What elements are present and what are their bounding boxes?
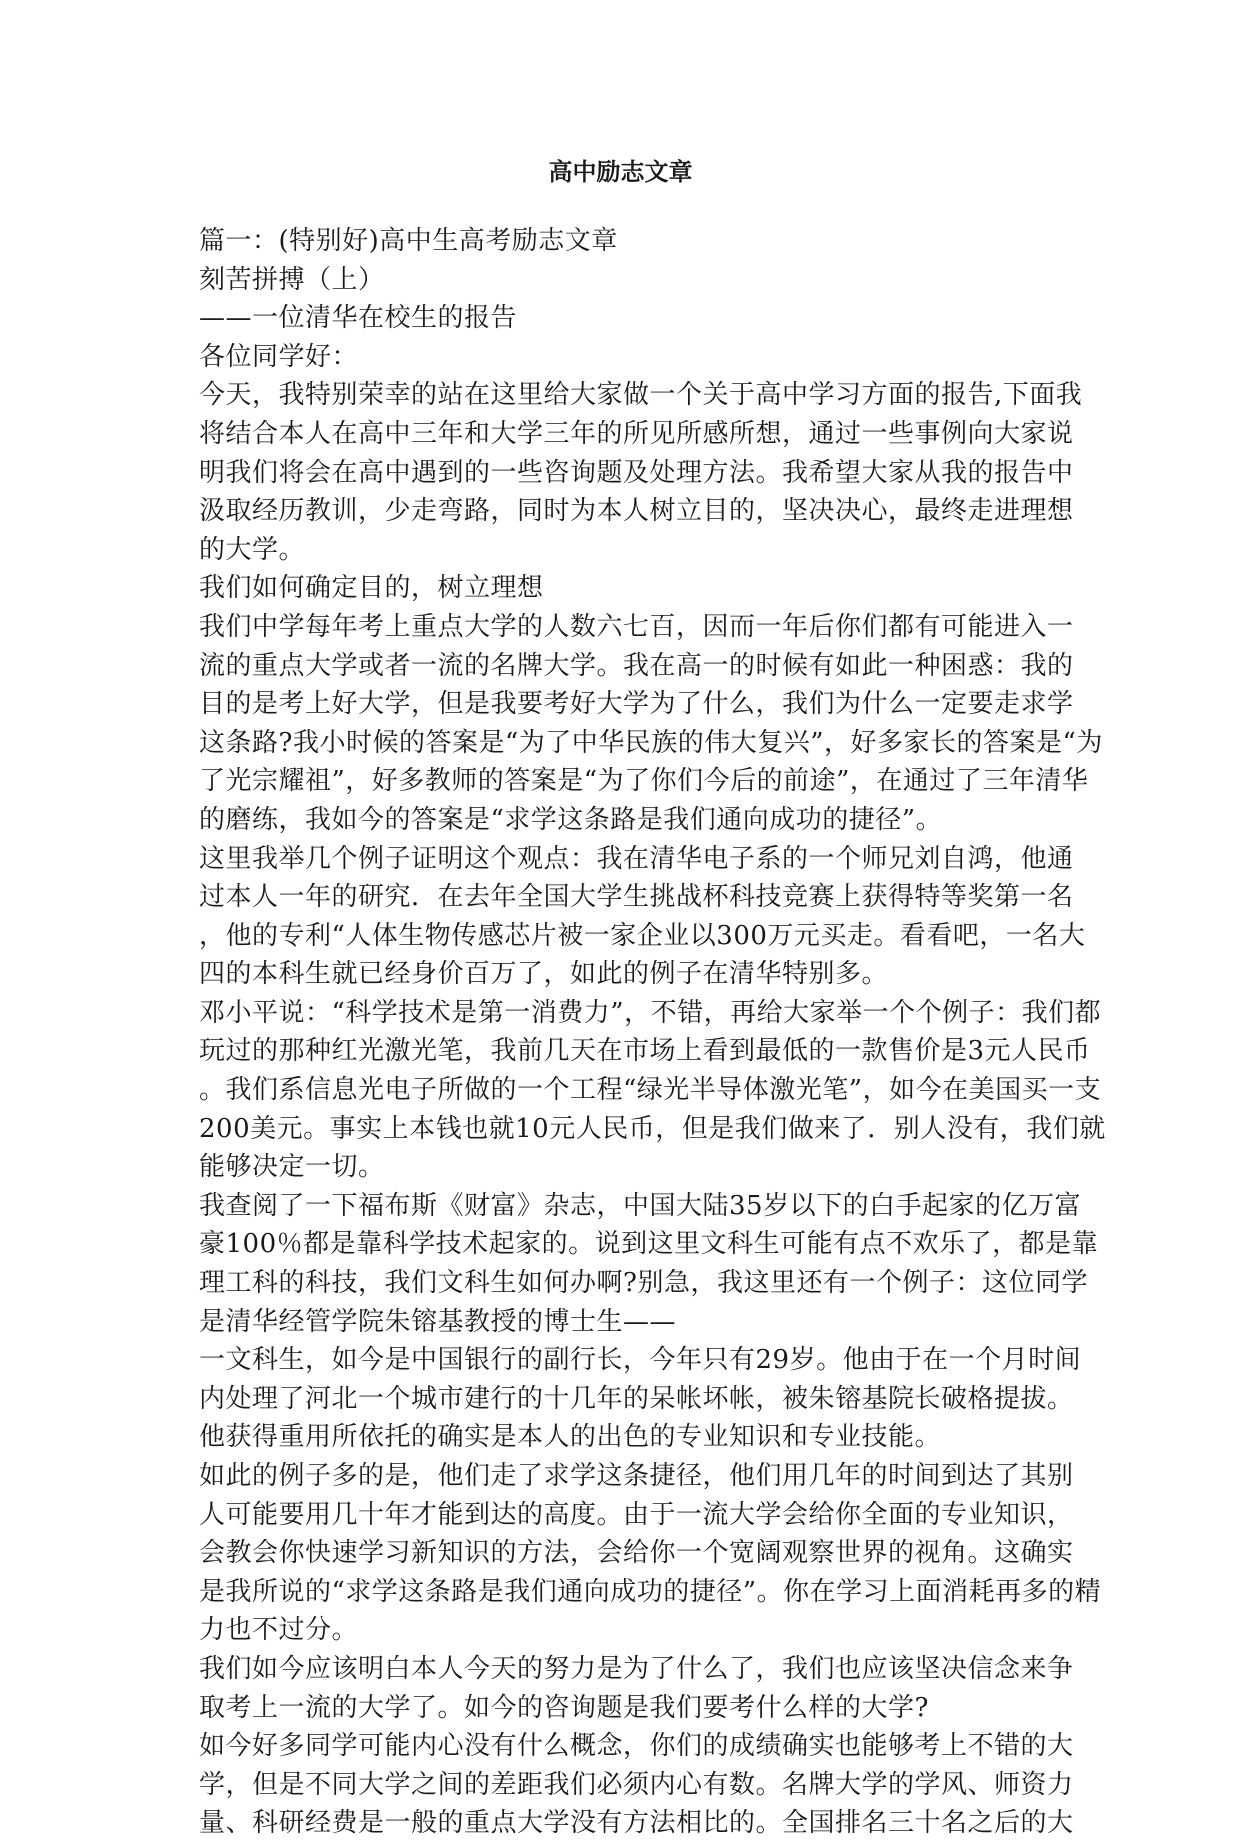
- text-line: 豪100％都是靠科学技术起家的。说到这里文科生可能有点不欢乐了，都是靠: [199, 1229, 1099, 1260]
- text-line: 。我们系信息光电子所做的一个工程“绿光半导体激光笔”，如今在美国买一支: [199, 1075, 1102, 1106]
- text-line: 是我所说的“求学这条路是我们通向成功的捷径”。你在学习上面消耗再多的精: [199, 1576, 1102, 1607]
- text-line: 取考上一流的大学了。如今的咨询题是我们要考什么样的大学?: [199, 1692, 929, 1723]
- text-line: 会教会你快速学习新知识的方法，会给你一个宽阔观察世界的视角。这确实: [199, 1538, 1074, 1569]
- text-line: 这里我举几个例子证明这个观点：我在清华电子系的一个师兄刘自鸿，他通: [199, 843, 1074, 874]
- text-line: 理工科的科技，我们文科生如何办啊?别急，我这里还有一个例子：这位同学: [199, 1268, 1088, 1299]
- text-line: 我查阅了一下福布斯《财富》杂志，中国大陆35岁以下的白手起家的亿万富: [199, 1190, 1082, 1221]
- text-line: 一文科生，如今是中国银行的副行长，今年只有29岁。他由于在一个月时间: [199, 1345, 1082, 1376]
- text-line: 今天，我特别荣幸的站在这里给大家做一个关于高中学习方面的报告,下面我: [199, 380, 1083, 411]
- text-line: 人可能要用几十年才能到达的高度。由于一流大学会给你全面的专业知识，: [199, 1499, 1074, 1530]
- text-line: 内处理了河北一个城市建行的十几年的呆帐坏帐，被朱镕基院长破格提拔。: [199, 1383, 1074, 1414]
- text-line: 力也不过分。: [199, 1615, 359, 1646]
- text-line: 玩过的那种红光激光笔，我前几天在市场上看到最低的一款售价是3元人民币: [199, 1036, 1091, 1067]
- text-line: 各位同学好：: [199, 341, 359, 372]
- text-line: 我们如今应该明白本人今天的努力是为了什么了，我们也应该坚决信念来争: [199, 1653, 1074, 1684]
- text-line: 的磨练，我如今的答案是“求学这条路是我们通向成功的捷径”。: [199, 804, 943, 835]
- text-line: 如今好多同学可能内心没有什么概念，你们的成绩确实也能够考上不错的大: [199, 1731, 1074, 1762]
- text-line: 是清华经管学院朱镕基教授的博士生——: [199, 1306, 677, 1337]
- document-body: [199, 222, 1106, 1843]
- text-line: 他获得重用所依托的确实是本人的出色的专业知识和专业技能。: [199, 1422, 942, 1453]
- text-line: 过本人一年的研究．在去年全国大学生挑战杯科技竞赛上获得特等奖第一名: [199, 882, 1074, 913]
- text-line: 汲取经历教训，少走弯路，同时为本人树立目的，坚决决心，最终走进理想: [199, 496, 1074, 527]
- text-line: 流的重点大学或者一流的名牌大学。我在高一的时候有如此一种困惑：我的: [199, 650, 1074, 681]
- text-line: ，他的专利“人体生物传感芯片被一家企业以300万元买走。看看吧，一名大: [199, 920, 1086, 951]
- text-line: 将结合本人在高中三年和大学三年的所见所感所想，通过一些事例向大家说: [199, 418, 1074, 449]
- text-line: 我们如何确定目的，树立理想: [199, 573, 544, 604]
- text-line: 了光宗耀祖”，好多教师的答案是“为了你们今后的前途”，在通过了三年清华: [199, 766, 1089, 797]
- text-line: 200美元。事实上本钱也就10元人民币，但是我们做来了．别人没有，我们就: [199, 1113, 1106, 1144]
- text-line: 篇一：(特别好)高中生高考励志文章: [199, 226, 618, 256]
- text-line: 的大学。: [199, 534, 306, 565]
- text-line: 刻苦拼搏（上）: [199, 264, 385, 295]
- document-title: 高中励志文章: [548, 157, 693, 186]
- text-line: 这条路?我小时候的答案是“为了中华民族的伟大复兴”，好多家长的答案是“为: [199, 727, 1103, 758]
- text-line: 学，但是不同大学之间的差距我们必须内心有数。名牌大学的学风、师资力: [199, 1769, 1074, 1800]
- text-line: 如此的例子多的是，他们走了求学这条捷径，他们用几年的时间到达了其别: [199, 1461, 1074, 1491]
- text-line: 邓小平说：“科学技术是第一消费力”，不错，再给大家举一个个例子：我们都: [199, 997, 1102, 1028]
- text-line: 我们中学每年考上重点大学的人数六七百，因而一年后你们都有可能进入一: [199, 611, 1074, 642]
- text-line: ——一位清华在校生的报告: [199, 303, 518, 334]
- text-line: 四的本科生就已经身价百万了，如此的例子在清华特别多。: [199, 959, 889, 990]
- text-line: 能够决定一切。: [199, 1152, 385, 1183]
- text-line: 量、科研经费是一般的重点大学没有方法相比的。全国排名三十名之后的大: [199, 1808, 1074, 1839]
- text-line: 明我们将会在高中遇到的一些咨询题及处理方法。我希望大家从我的报告中: [199, 457, 1074, 488]
- text-line: 目的是考上好大学，但是我要考好大学为了什么，我们为什么一定要走求学: [199, 689, 1074, 720]
